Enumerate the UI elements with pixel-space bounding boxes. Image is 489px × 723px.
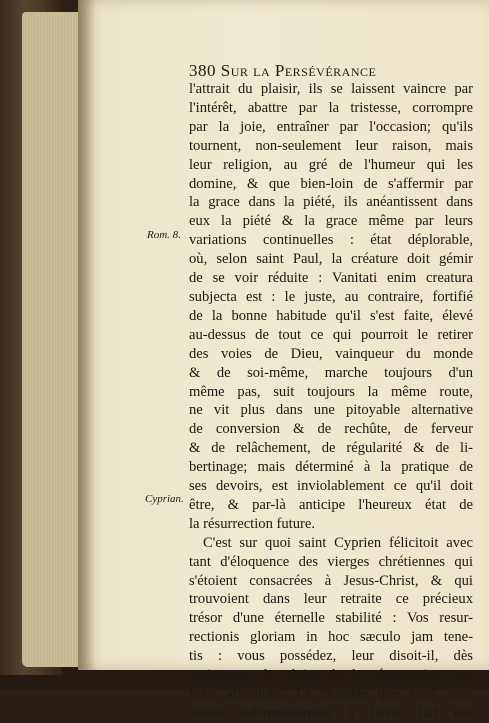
- text-line: la résurrection future.: [189, 515, 316, 532]
- text-line: des voies de Dieu, vainqueur du monde: [189, 345, 473, 362]
- text-line: nous attendons. La chasteté que vous avez: [189, 686, 473, 702]
- text-line: l'attrait du plaisir, ils se laissent vaincre par: [189, 81, 473, 97]
- page-number: 380: [189, 61, 216, 80]
- text-line: où, selon saint Paul, la créature doit gémir: [189, 251, 473, 268]
- text-line: bertinage; mais déterminé à la pratique de: [189, 459, 473, 476]
- text-line: ne vit plus dans une pitoyable alternative: [189, 402, 473, 419]
- text-line: tis : vous possédez, leur disoit-il, dès: [189, 648, 473, 665]
- text-line: par la joie, entraîner par l'occasion; qu'ils: [189, 118, 473, 135]
- text-line: de se voir réduite : Vanitati enim creatura: [189, 270, 473, 287]
- text-line: ses devoirs, est inviolablement ce qu'il doit: [189, 478, 473, 495]
- text-line: maintenant la gloire de la résurrection que: [189, 667, 473, 684]
- text-line: rectionis gloriam in hoc sæculo jam tene-: [189, 629, 473, 646]
- text-line: de la bonne habitude qu'il s'est faite, élevé: [189, 307, 473, 324]
- running-head: [189, 61, 489, 81]
- text-line: être, & par-là anticipe l'heureux état de: [189, 496, 473, 513]
- text-line: de conversion & de rechûte, de ferveur: [189, 421, 473, 438]
- text-line: subjecta est : le juste, au contraire, fortifié: [189, 288, 473, 305]
- text-line: l'intérêt, abattre par la tristesse, corrompre: [189, 99, 473, 116]
- text-line: variations continuelles : état déplorable,: [189, 232, 473, 249]
- text-line: leur religion, au gré de l'humeur qui les: [189, 156, 473, 173]
- gutter-shadow: [78, 0, 96, 670]
- text-line: C'est sur quoi saint Cyprien félicitoit avec: [203, 534, 473, 551]
- text-line: eux la piété & la grace même par leurs: [189, 213, 473, 230]
- text-line: tournent, non-seulement leur raison, mais: [189, 137, 473, 154]
- text-line: la grace dans la piété, ils anéantissent dans: [189, 194, 473, 211]
- text-line: s'étoient consacrées à Jesus-Christ, & qui: [189, 572, 473, 589]
- text-line: vouée solemnellement à Dieu, fait dès: [189, 704, 473, 721]
- text-line: domine, & que bien-loin de s'affermir par: [189, 175, 473, 192]
- text-line: même pas, suit toujours la même route,: [189, 383, 473, 400]
- text-line: tant d'éloquence des vierges chrétiennes qui: [189, 553, 473, 570]
- running-head-title: Sur la Persévérance: [220, 61, 377, 80]
- marginal-note-rom: Rom. 8.: [147, 229, 181, 241]
- text-line: trésor d'une éternelle stabilité : Vos resur-: [189, 610, 473, 627]
- text-line: & de soi-même, marche toujours d'un: [189, 364, 473, 381]
- text-line: au-dessus de tout ce qui pourroit le retirer: [189, 326, 473, 343]
- body-text: [189, 80, 473, 723]
- text-line: & de relâchement, de régularité & de li-: [189, 440, 473, 457]
- text-line: trouvoient dans leur retraite ce précieux: [189, 591, 473, 608]
- marginal-note-cyprian: Cyprian.: [145, 493, 184, 505]
